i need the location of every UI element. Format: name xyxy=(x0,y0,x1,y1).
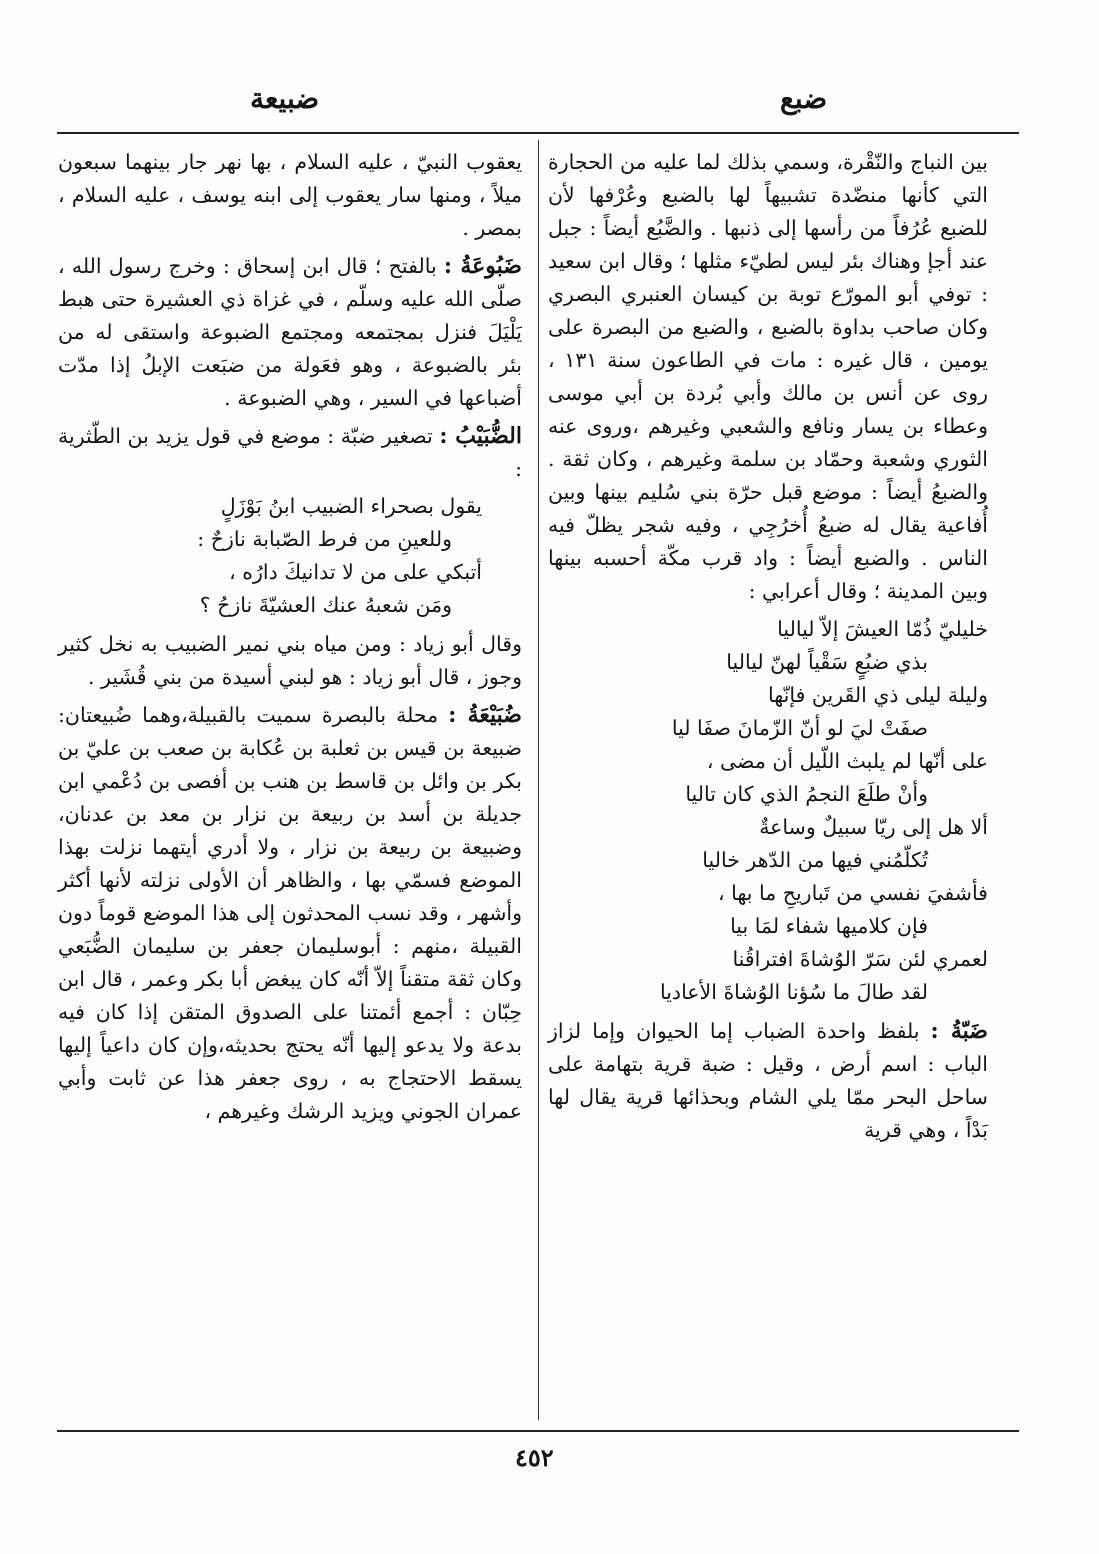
verse-line: تُكلّمُني فيها من الدّهر خاليا xyxy=(702,848,928,872)
verse-line: أتبكي على من لا تدانيكَ دارُه ، xyxy=(229,560,482,584)
paragraph-continued: يعقوب النبيّ ، عليه السلام ، بها نهر جار بينهما سبعون ميلاً ، ومنها سار يعقوب إلى ابنه يوسف ، عليه السلام ، بمصر . xyxy=(58,150,522,240)
verse-line: خليليّ ذُمّا العيشَ إلاّ لياليا xyxy=(777,617,988,641)
verse-line: لقد طالَ ما سُؤنا الوُشاةَ الأعاديا xyxy=(659,980,928,1004)
page-number: ٤٥٢ xyxy=(515,1443,554,1472)
headword: ضَبّةُ : xyxy=(930,1018,988,1044)
headword: ضَبُوعَةُ : xyxy=(443,253,522,279)
bottom-rule xyxy=(57,1430,1019,1432)
headword: ضُبَيْعَةُ : xyxy=(448,702,522,728)
verse-line: فإن كلاميها شفاء لمَا بيا xyxy=(730,914,928,938)
right-column xyxy=(548,146,988,1152)
verse-line: صفَتْ ليَ لو أنّ الزّمانَ صفَا ليا xyxy=(671,716,928,740)
entry-dabua xyxy=(58,250,522,415)
verse-line: يقول بصحراء الضبيب ابنُ بَوْزَلٍ xyxy=(220,494,482,518)
verse-line: وليلة ليلى ذي القَرين فإنّها xyxy=(767,683,988,707)
verse-line: بذي ضبُعٍ سَقْياً لهنّ لياليا xyxy=(726,650,928,674)
verse-line: على أنّها لم يلبث اللّيل أن مضى ، xyxy=(706,749,988,773)
verse-line: فأشفيَ نفسي من تَباريحِ ما بها ، xyxy=(717,881,988,905)
verse-line: وللعينِ من فرط الصّبابة نازحٌ : xyxy=(197,527,452,551)
entry-text: بلفظ واحدة الضباب إما الحيوان وإما لزاز الباب : اسم أرض ، وقيل : ضبة قرية بتهامة على ساحل البحر ممّا يلي الشام وبحذائها قرية يقال لها بَدْاً ، وهي قرية xyxy=(548,1019,988,1142)
verse-line: وأنْ طلَعَ النجمُ الذي كان تاليا xyxy=(685,782,928,806)
entry-dabba xyxy=(548,1015,988,1147)
paragraph-continued: بين النباج والنّقْرة، وسمي بذلك لما عليه من الحجارة التي كأنها منضّدة تشبيهاً لها بالضبع وعُرْفها لأن للضبع عُرُفاً من رأسها إلى ذنبها . والضَّبُع أيضاً : جبل عند أجإ وهناك بئر ليس لطيّء مثلها ؛ وقال ابن سعيد : توفي أبو المورّع توبة بن كيسان العنبري البصري وكان صاحب بداوة بالضبع ، والضبع من البصرة على يومين ، قال غيره : مات في الطاعون سنة ١٣١ ، روى عن أنس بن مالك وأبي بُردة بن أبي موسى وعطاء بن يسار ونافع والشعبي وغيرهم ،وروى عنه الثوري وشعبة وحمّاد بن سلمة وغيرهم ، وكان ثقة . والضبعُ أيضاً : موضع قبل حرّة بني سُليم بينها وبين أُفاعية يقال له ضبعُ أُخرُجِي ، وفيه شجر يظلّ فيه الناس . والضبع أيضاً : واد قرب مكّة أحسبه بينها وبين المدينة ؛ وقال أعرابي : xyxy=(548,150,988,603)
entry-dubayah xyxy=(58,699,522,1128)
left-column xyxy=(58,146,522,1133)
verse-line: ألا هل إلى ريّا سبيلٌ وساعةٌ xyxy=(759,815,988,839)
column-divider xyxy=(538,140,539,1420)
verse-line: ومَن شعبهُ عنك العشيّةَ نازحُ ؟ xyxy=(199,593,452,617)
entry-text: تصغير ضبّة : موضع في قول يزيد بن الطّثرية : xyxy=(58,424,522,481)
verse-line: لعمري لئن سَرّ الوُشاةَ افتراقُنا xyxy=(732,947,988,971)
poem-block xyxy=(58,490,522,622)
entry-dubayyib xyxy=(58,420,522,486)
running-head-left: ضبيعة xyxy=(250,82,320,115)
top-rule xyxy=(57,132,1019,134)
paragraph-abu-ziyad: وقال أبو زياد : ومن مياه بني نمير الضبيب به نخل كثير وجوز ، قال أبو زياد : هو لبني أسيدة من بني قُشَير . xyxy=(58,632,522,689)
poem-block xyxy=(548,613,988,1009)
headword: الضُّبَيْبُ : xyxy=(439,423,522,449)
entry-text: محلة بالبصرة سميت بالقبيلة،وهما ضُبيعتان: ضبيعة بن قيس بن ثعلبة بن عُكابة بن صعب بن عليّ بن بكر بن وائل بن قاسط بن هنب بن أفصى بن دُعْمي ابن جديلة بن أسد بن ربيعة بن نزار بن معد بن عدنان، وضبيعة بن ربيعة بن نزار ، ولا أدري أيتهما نزلت بهذا الموضع فسمّي بها ، والظاهر أن الأولى نزلته لأنها أكثر وأشهر ، وقد نسب المحدثون إلى هذا الموضع قوماً دون القبيلة ،منهم : أبوسليمان جعفر بن سليمان الضُّبَعي وكان ثقة متقناً إلاّ أنّه كان يبغض أبا بكر وعمر ، قال ابن حِبّان : أجمع أئمتنا على الصدوق المتقن إذا كان فيه بدعة ولا يدعو إليها أنّه يحتج بحديثه،وإن كان داعياً إليها يسقط الاحتجاج به ، روى جعفر هذا عن ثابت وأبي عمران الجوني ويزيد الرشك وغيرهم ، xyxy=(58,703,522,1123)
entry-text: بالفتح ؛ قال ابن إسحاق : وخرج رسول الله ، صلّى الله عليه وسلّم ، في غزاة ذي العشيرة حتى هبط يَلْيَلَ فنزل بمجتمعه ومجتمع الضبوعة واستقى له من بئر بالضبوعة ، وهو فعَولة من ضبَعت الإبلُ إذا مدّت أضباعها في السير ، وهي الضبوعة . xyxy=(58,254,522,410)
running-head-right: ضبع xyxy=(780,82,828,115)
